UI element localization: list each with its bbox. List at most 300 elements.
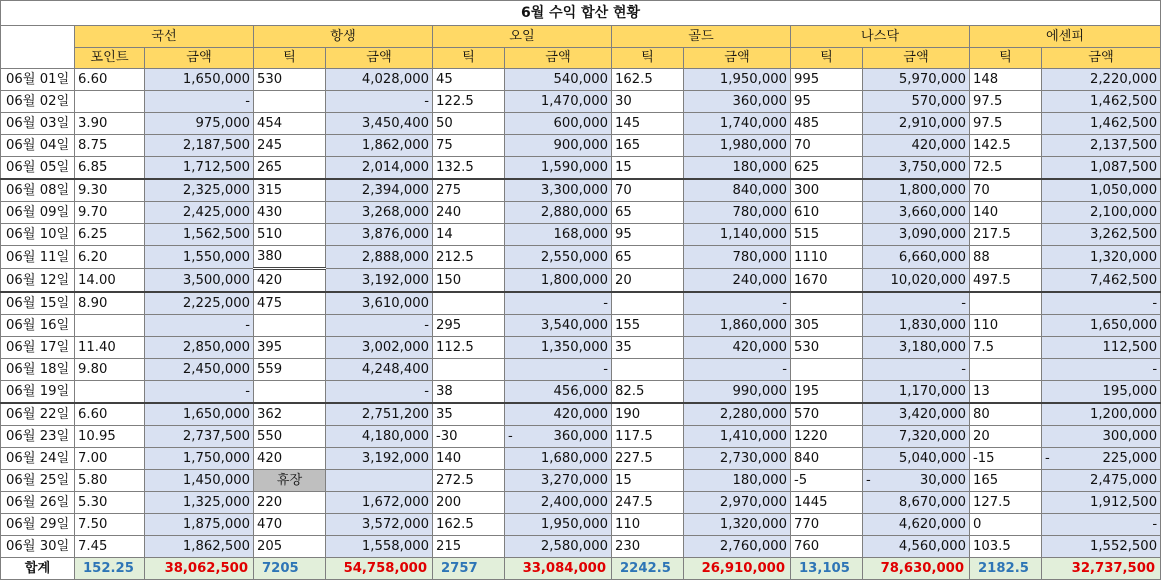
amount-cell (863, 359, 970, 381)
tick-cell (75, 315, 145, 337)
amount-cell (684, 292, 791, 315)
total-tick: 2242.5 (612, 558, 684, 580)
amount-value: 2,014,000 (361, 160, 429, 175)
tick-cell: 550 (254, 426, 326, 448)
tick-cell: -30 (433, 426, 505, 448)
amount-cell (505, 359, 612, 381)
amount-cell (684, 69, 791, 91)
amount-cell (326, 448, 433, 470)
amount-cell (684, 315, 791, 337)
amount-value: 3,540,000 (540, 318, 608, 333)
group-header: 에센피 (970, 26, 1161, 48)
amount-cell (1042, 403, 1161, 426)
amount-value: 2,760,000 (719, 539, 787, 554)
amount-value: 1,712,500 (182, 160, 250, 175)
amount-cell (145, 403, 254, 426)
tick-cell (791, 359, 863, 381)
amount-value: 2,880,000 (540, 205, 608, 220)
amount-cell (505, 69, 612, 91)
tick-cell: 112.5 (433, 337, 505, 359)
tick-cell: 140 (433, 448, 505, 470)
amount-cell (863, 135, 970, 157)
amount-value: 1,462,500 (1089, 94, 1158, 109)
tick-cell: 145 (612, 113, 684, 135)
tick-cell: 295 (433, 315, 505, 337)
tick-cell: 82.5 (612, 381, 684, 404)
amount-cell (505, 337, 612, 359)
amount-cell (1042, 246, 1161, 269)
amount-cell (505, 269, 612, 293)
tick-cell: 559 (254, 359, 326, 381)
row-date: 06월 29일 (1, 514, 75, 536)
amount-value: 1,830,000 (898, 318, 966, 333)
tick-cell: 15 (612, 470, 684, 492)
amount-cell (1042, 315, 1161, 337)
amount-value: 570,000 (911, 94, 966, 109)
tick-cell: 70 (612, 179, 684, 202)
amount-value: - (603, 362, 608, 377)
amount-cell (145, 470, 254, 492)
total-amount: 54,758,000 (326, 558, 433, 580)
tick-cell: 217.5 (970, 224, 1042, 246)
tick-cell: 3.90 (75, 113, 145, 135)
tick-cell: 127.5 (970, 492, 1042, 514)
amount-header: 금액 (684, 48, 791, 69)
table-row (1, 536, 1161, 558)
tick-cell (612, 359, 684, 381)
tick-cell (433, 359, 505, 381)
amount-cell (863, 292, 970, 315)
amount-cell (863, 269, 970, 293)
tick-cell: 380 (254, 246, 326, 269)
amount-cell (863, 492, 970, 514)
total-amount: 78,630,000 (863, 558, 970, 580)
tick-cell: 200 (433, 492, 505, 514)
tick-cell: 30 (612, 91, 684, 113)
tick-cell (254, 91, 326, 113)
amount-cell (684, 91, 791, 113)
amount-cell (326, 403, 433, 426)
amount-cell (326, 269, 433, 293)
tick-cell: 80 (970, 403, 1042, 426)
amount-value: 1,200,000 (1089, 407, 1158, 422)
amount-cell (145, 202, 254, 224)
amount-cell (1042, 359, 1161, 381)
amount-value: - (603, 296, 608, 311)
tick-cell: 117.5 (612, 426, 684, 448)
tick-cell (75, 381, 145, 404)
amount-value: 1,550,000 (182, 249, 250, 265)
total-amount: 38,062,500 (145, 558, 254, 580)
tick-cell: 5.80 (75, 470, 145, 492)
amount-value: 1,562,500 (182, 227, 250, 242)
amount-cell (1042, 514, 1161, 536)
amount-cell (326, 315, 433, 337)
tick-cell: 265 (254, 157, 326, 180)
amount-cell (505, 514, 612, 536)
tick-cell: 142.5 (970, 135, 1042, 157)
tick-cell: 35 (433, 403, 505, 426)
tick-cell: 9.80 (75, 359, 145, 381)
tick-cell: 70 (791, 135, 863, 157)
tick-header: 틱 (254, 48, 326, 69)
negative-sign: - (1045, 451, 1050, 466)
tick-header: 틱 (433, 48, 505, 69)
amount-value: 3,750,000 (898, 160, 966, 175)
tick-cell: 570 (791, 403, 863, 426)
table-row (1, 91, 1161, 113)
amount-value: 1,050,000 (1089, 183, 1158, 198)
row-date: 06월 25일 (1, 470, 75, 492)
amount-cell (863, 514, 970, 536)
amount-value: 3,876,000 (361, 227, 429, 242)
tick-cell: 362 (254, 403, 326, 426)
tick-cell: 88 (970, 246, 1042, 269)
amount-cell (145, 492, 254, 514)
amount-cell (684, 381, 791, 404)
tick-cell: 9.70 (75, 202, 145, 224)
amount-value: 456,000 (553, 384, 608, 399)
row-date: 06월 04일 (1, 135, 75, 157)
amount-cell (145, 292, 254, 315)
amount-cell (1042, 135, 1161, 157)
amount-value: - (961, 296, 966, 311)
row-date: 06월 12일 (1, 269, 75, 293)
group-header: 나스닥 (791, 26, 970, 48)
tick-cell: 300 (791, 179, 863, 202)
amount-value: 225,000 (1102, 451, 1158, 466)
amount-cell (505, 470, 612, 492)
amount-value: 2,325,000 (182, 183, 250, 198)
amount-cell (684, 269, 791, 293)
tick-cell: 8.75 (75, 135, 145, 157)
amount-value: 975,000 (195, 116, 250, 131)
amount-value: 2,850,000 (182, 340, 250, 355)
amount-cell (863, 337, 970, 359)
tick-cell: 50 (433, 113, 505, 135)
tick-cell: 150 (433, 269, 505, 293)
tick-cell (433, 292, 505, 315)
amount-value: 2,450,000 (182, 362, 250, 377)
amount-value: - (961, 362, 966, 377)
amount-cell (684, 202, 791, 224)
row-date: 06월 10일 (1, 224, 75, 246)
amount-cell (684, 179, 791, 202)
amount-value: 30,000 (919, 473, 966, 488)
tick-cell: 420 (254, 269, 326, 293)
tick-cell (970, 292, 1042, 315)
amount-cell (505, 426, 612, 448)
tick-cell: 530 (791, 337, 863, 359)
amount-value: 1,862,000 (361, 138, 429, 153)
amount-cell (863, 202, 970, 224)
amount-value: 8,670,000 (898, 495, 966, 510)
tick-cell: 1110 (791, 246, 863, 269)
row-date: 06월 03일 (1, 113, 75, 135)
amount-cell (684, 359, 791, 381)
tick-cell: 195 (791, 381, 863, 404)
amount-value: 7,462,500 (1089, 272, 1158, 288)
tick-cell: 395 (254, 337, 326, 359)
amount-value: 10,020,000 (890, 272, 966, 288)
tick-cell: 240 (433, 202, 505, 224)
tick-cell: 247.5 (612, 492, 684, 514)
amount-value: - (245, 94, 250, 109)
amount-cell (326, 69, 433, 91)
table-row (1, 381, 1161, 404)
tick-cell: 95 (791, 91, 863, 113)
amount-value: 2,888,000 (361, 249, 429, 265)
tick-cell: -15 (970, 448, 1042, 470)
amount-cell (326, 224, 433, 246)
amount-value: 360,000 (553, 429, 608, 444)
tick-cell: 995 (791, 69, 863, 91)
amount-cell (1042, 91, 1161, 113)
amount-value: 990,000 (732, 384, 787, 399)
table-row (1, 492, 1161, 514)
amount-value: 1,672,000 (361, 495, 429, 510)
amount-cell (505, 113, 612, 135)
amount-cell (145, 536, 254, 558)
amount-value: - (245, 318, 250, 333)
amount-cell (326, 91, 433, 113)
amount-value: 3,180,000 (898, 340, 966, 355)
amount-cell (1042, 536, 1161, 558)
amount-value: 1,450,000 (182, 473, 250, 488)
tick-cell: 215 (433, 536, 505, 558)
amount-cell (505, 536, 612, 558)
total-tick: 2182.5 (970, 558, 1042, 580)
total-amount: 32,737,500 (1042, 558, 1161, 580)
amount-cell (145, 315, 254, 337)
row-date: 06월 26일 (1, 492, 75, 514)
amount-value: 3,090,000 (898, 227, 966, 242)
table-row (1, 179, 1161, 202)
amount-value: 3,610,000 (361, 296, 429, 311)
tick-cell: 5.30 (75, 492, 145, 514)
amount-cell (684, 135, 791, 157)
amount-cell (145, 157, 254, 180)
tick-cell: 13 (970, 381, 1042, 404)
amount-cell (684, 514, 791, 536)
group-header: 국선 (75, 26, 254, 48)
amount-value: 5,970,000 (898, 72, 966, 87)
table-row (1, 426, 1161, 448)
amount-value: 2,137,500 (1089, 138, 1158, 153)
amount-value: - (424, 318, 429, 333)
amount-value: 3,270,000 (540, 473, 608, 488)
amount-cell (145, 448, 254, 470)
amount-value: 2,751,200 (361, 407, 429, 422)
amount-value: 3,300,000 (540, 183, 608, 198)
amount-value: 2,970,000 (719, 495, 787, 510)
tick-cell: 6.20 (75, 246, 145, 269)
amount-cell (326, 359, 433, 381)
amount-cell (145, 135, 254, 157)
amount-cell (326, 292, 433, 315)
tick-cell: 72.5 (970, 157, 1042, 180)
amount-value: 1,860,000 (719, 318, 787, 333)
tick-cell: 6.60 (75, 69, 145, 91)
amount-value: 2,475,000 (1089, 473, 1158, 488)
amount-cell (1042, 224, 1161, 246)
amount-value: 4,248,400 (361, 362, 429, 377)
table-row (1, 448, 1161, 470)
tick-cell: 97.5 (970, 91, 1042, 113)
tick-cell: 315 (254, 179, 326, 202)
tick-cell: 162.5 (612, 69, 684, 91)
amount-value: 195,000 (1102, 384, 1158, 399)
amount-value: 3,420,000 (898, 407, 966, 422)
tick-cell: 530 (254, 69, 326, 91)
amount-value: 3,002,000 (361, 340, 429, 355)
amount-value: 5,040,000 (898, 451, 966, 466)
amount-cell (1042, 69, 1161, 91)
tick-cell: 8.90 (75, 292, 145, 315)
amount-value: - (424, 384, 429, 399)
tick-cell: 840 (791, 448, 863, 470)
amount-cell (684, 426, 791, 448)
amount-value: 4,028,000 (361, 72, 429, 87)
tick-cell: 140 (970, 202, 1042, 224)
row-date: 06월 19일 (1, 381, 75, 404)
tick-cell: 1670 (791, 269, 863, 293)
tick-cell: 162.5 (433, 514, 505, 536)
amount-value: 1,650,000 (182, 407, 250, 422)
table-row (1, 202, 1161, 224)
amount-value: 900,000 (553, 138, 608, 153)
totals-row (1, 558, 1161, 580)
amount-value: - (1152, 362, 1158, 377)
tick-cell: 7.45 (75, 536, 145, 558)
row-date: 06월 01일 (1, 69, 75, 91)
table-row (1, 269, 1161, 293)
tick-cell: 760 (791, 536, 863, 558)
tick-cell: 65 (612, 202, 684, 224)
amount-cell (505, 157, 612, 180)
amount-header: 금액 (145, 48, 254, 69)
table-row (1, 359, 1161, 381)
amount-cell (145, 91, 254, 113)
row-date: 06월 30일 (1, 536, 75, 558)
amount-value: 2,394,000 (361, 183, 429, 198)
amount-value: 240,000 (732, 272, 787, 288)
tick-cell: 475 (254, 292, 326, 315)
table-row (1, 315, 1161, 337)
amount-cell (505, 135, 612, 157)
amount-cell (145, 381, 254, 404)
amount-value: 4,620,000 (898, 517, 966, 532)
amount-value: 3,192,000 (361, 272, 429, 288)
amount-value: 420,000 (732, 340, 787, 355)
table-row (1, 157, 1161, 180)
group-header: 항생 (254, 26, 433, 48)
amount-value: 180,000 (732, 473, 787, 488)
amount-value: - (245, 384, 250, 399)
amount-value: 2,187,500 (182, 138, 250, 153)
tick-cell: 7.00 (75, 448, 145, 470)
tick-cell: 165 (612, 135, 684, 157)
amount-cell (684, 113, 791, 135)
amount-cell (326, 470, 433, 492)
amount-cell (684, 470, 791, 492)
amount-cell (1042, 448, 1161, 470)
amount-cell (505, 91, 612, 113)
amount-cell (505, 179, 612, 202)
tick-cell: 65 (612, 246, 684, 269)
amount-value: 1,912,500 (1089, 495, 1158, 510)
amount-cell (326, 113, 433, 135)
amount-cell (863, 246, 970, 269)
amount-value: 1,140,000 (719, 227, 787, 242)
tick-cell (75, 91, 145, 113)
amount-cell (863, 470, 970, 492)
total-label: 합계 (1, 558, 75, 580)
tick-cell: 148 (970, 69, 1042, 91)
amount-cell (505, 448, 612, 470)
amount-cell (326, 536, 433, 558)
amount-cell (863, 91, 970, 113)
tick-cell: 497.5 (970, 269, 1042, 293)
tick-cell: 103.5 (970, 536, 1042, 558)
tick-cell: 454 (254, 113, 326, 135)
amount-cell (1042, 381, 1161, 404)
amount-value: 300,000 (1102, 429, 1158, 444)
amount-value: 1,325,000 (182, 495, 250, 510)
amount-cell (684, 224, 791, 246)
amount-value: 1,350,000 (540, 340, 608, 355)
total-tick: 2757 (433, 558, 505, 580)
row-date: 06월 08일 (1, 179, 75, 202)
amount-value: 1,950,000 (719, 72, 787, 87)
tick-cell: 20 (970, 426, 1042, 448)
amount-cell (863, 113, 970, 135)
row-date: 06월 11일 (1, 246, 75, 269)
negative-sign: - (866, 473, 871, 488)
amount-value: 1,552,500 (1089, 539, 1158, 554)
tick-header: 틱 (612, 48, 684, 69)
amount-cell (326, 202, 433, 224)
amount-value: - (1152, 296, 1158, 311)
tick-cell: 165 (970, 470, 1042, 492)
table-row (1, 135, 1161, 157)
tick-cell: 20 (612, 269, 684, 293)
total-amount: 33,084,000 (505, 558, 612, 580)
tick-cell: 6.60 (75, 403, 145, 426)
amount-cell (863, 426, 970, 448)
amount-value: 2,910,000 (898, 116, 966, 131)
tick-cell: 275 (433, 179, 505, 202)
amount-value: 112,500 (1102, 340, 1158, 355)
amount-cell (326, 179, 433, 202)
amount-value: 780,000 (732, 249, 787, 265)
amount-value: 1,590,000 (540, 160, 608, 175)
amount-cell (863, 536, 970, 558)
amount-cell (863, 69, 970, 91)
row-date: 06월 22일 (1, 403, 75, 426)
tick-cell: 9.30 (75, 179, 145, 202)
row-date: 06월 16일 (1, 315, 75, 337)
amount-cell (684, 492, 791, 514)
amount-value: 840,000 (732, 183, 787, 198)
tick-cell: 95 (612, 224, 684, 246)
tick-cell: 7.5 (970, 337, 1042, 359)
amount-cell (505, 315, 612, 337)
amount-cell (1042, 470, 1161, 492)
tick-cell: 35 (612, 337, 684, 359)
amount-value: 1,470,000 (540, 94, 608, 109)
amount-cell (145, 224, 254, 246)
